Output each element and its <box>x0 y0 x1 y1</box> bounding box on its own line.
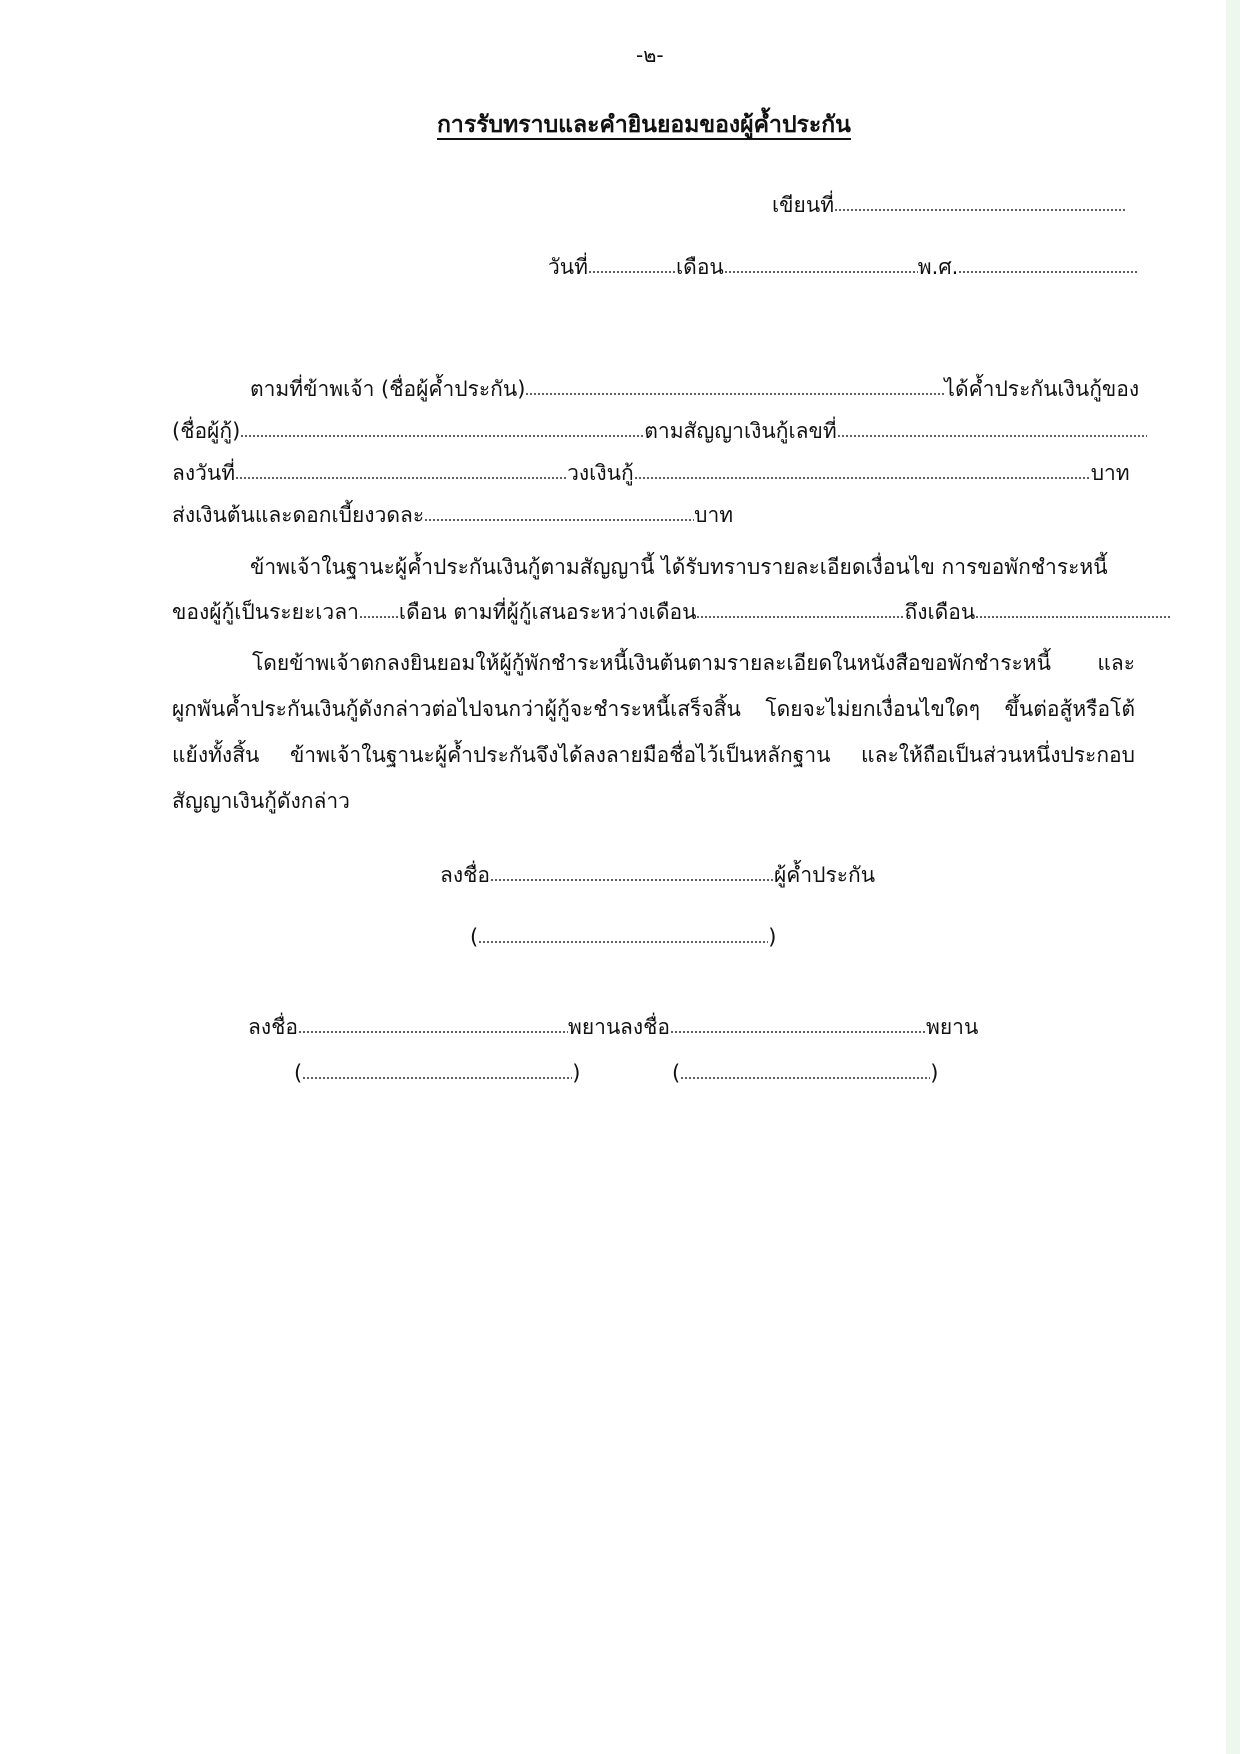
loan-amount-label: วงเงินกู้ <box>567 461 634 485</box>
year-field[interactable] <box>958 256 1138 274</box>
document-title: การรับทราบและคำยินยอมของผู้ค้ำประกัน <box>437 112 851 138</box>
witness-2-signature-field[interactable] <box>670 1016 926 1034</box>
open-paren: ( <box>294 1061 303 1085</box>
witness-2-signature-line <box>620 1012 978 1042</box>
guarantor-name-line <box>250 374 1139 404</box>
witness-1-printed-name-field[interactable] <box>302 1062 572 1080</box>
open-paren: ( <box>672 1061 681 1085</box>
to-month-label: ถึงเดือน <box>904 600 976 624</box>
contract-date-line <box>172 458 1130 488</box>
written-at-label: เขียนที่ <box>772 193 835 217</box>
written-at-line <box>772 190 1126 220</box>
borrower-name-field[interactable] <box>240 420 644 438</box>
open-paren: ( <box>470 925 479 949</box>
acknowledgement-line-1 <box>250 552 1108 582</box>
guarantor-signature-field[interactable] <box>490 864 774 882</box>
witness-1-signature-line <box>248 1012 620 1042</box>
witness-1-sign-label: ลงชื่อ <box>248 1015 298 1039</box>
guarantor-printed-name-field[interactable] <box>478 926 768 944</box>
contract-number-label: ตามสัญญาเงินกู้เลขที่ <box>644 419 837 443</box>
witness-1-printed-name-line <box>294 1058 580 1088</box>
witness-2-printed-name-line <box>672 1058 938 1088</box>
from-month-field[interactable] <box>696 601 904 619</box>
year-label: พ.ศ. <box>917 255 959 279</box>
close-paren: ) <box>572 1061 581 1085</box>
day-label: วันที่ <box>548 255 588 279</box>
page-number: -๒- <box>636 43 664 67</box>
installment-field[interactable] <box>424 504 694 522</box>
borrower-line <box>172 416 1147 446</box>
consent-text: โดยข้าพเจ้าตกลงยินยอมให้ผู้กู้พักชำระหนี้เงินต้นตามรายละเอียดในหนังสือขอพักชำระหนี้ และผูกพันค้ำประกันเงินกู้ดังกล่าวต่อไปจนกว่าผู้กู้จะชำระหนี้เสร็จสิ้น โดยจะไม่ยกเงื่อนไขใดๆ ขึ้นต่อสู้หรือโต้แย้งทั้งสิ้น ข้าพเจ้าในฐานะผู้ค้ำประกันจึงได้ลงลายมือชื่อไว้เป็นหลักฐาน และให้ถือเป็นส่วนหนึ่งประกอบสัญญาเงินกู้ดังกล่าว <box>172 651 1135 813</box>
witness-2-sign-label: ลงชื่อ <box>620 1015 670 1039</box>
written-at-field[interactable] <box>834 194 1126 212</box>
installment-baht-label: บาท <box>694 503 734 527</box>
to-month-field[interactable] <box>975 601 1170 619</box>
contract-date-field[interactable] <box>235 462 567 480</box>
witness-2-role-label: พยาน <box>926 1015 979 1039</box>
month-label: เดือน <box>676 255 724 279</box>
date-line <box>548 252 1138 282</box>
guarantor-name-field[interactable] <box>525 378 944 396</box>
from-month-label: เดือน ตามที่ผู้กู้เสนอระหว่างเดือน <box>398 600 697 624</box>
contract-number-field[interactable] <box>837 420 1147 438</box>
day-field[interactable] <box>588 256 676 274</box>
guarantor-printed-name-line <box>470 922 776 952</box>
acknowledgement-text: ข้าพเจ้าในฐานะผู้ค้ำประกันเงินกู้ตามสัญญานี้ ได้รับทราบรายละเอียดเงื่อนไข การขอพักชำระหนี้ <box>250 555 1108 579</box>
guarantor-name-label: ตามที่ข้าพเจ้า (ชื่อผู้ค้ำประกัน) <box>250 377 526 401</box>
installment-line <box>172 500 733 530</box>
installment-label: ส่งเงินต้นและดอกเบี้ยงวดละ <box>172 503 425 527</box>
period-months-field[interactable] <box>359 601 399 619</box>
contract-date-label: ลงวันที่ <box>172 461 236 485</box>
guarantee-loan-of-label: ได้ค้ำประกันเงินกู้ของ <box>944 377 1140 401</box>
acknowledgement-line-2 <box>172 597 1170 627</box>
close-paren: ) <box>930 1061 939 1085</box>
witness-1-signature-field[interactable] <box>298 1016 568 1034</box>
guarantor-role-label: ผู้ค้ำประกัน <box>774 863 876 887</box>
consent-paragraph <box>172 640 1135 824</box>
close-paren: ) <box>768 925 777 949</box>
guarantor-sign-label: ลงชื่อ <box>440 863 490 887</box>
baht-label: บาท <box>1090 461 1130 485</box>
witness-2-printed-name-field[interactable] <box>680 1062 930 1080</box>
borrower-name-label: (ชื่อผู้กู้) <box>172 419 241 443</box>
month-field[interactable] <box>724 256 918 274</box>
scan-edge <box>1226 0 1240 1754</box>
guarantor-signature-line <box>440 860 875 890</box>
loan-amount-field[interactable] <box>634 462 1091 480</box>
witness-1-role-label: พยาน <box>568 1015 621 1039</box>
period-label: ของผู้กู้เป็นระยะเวลา <box>172 600 359 624</box>
